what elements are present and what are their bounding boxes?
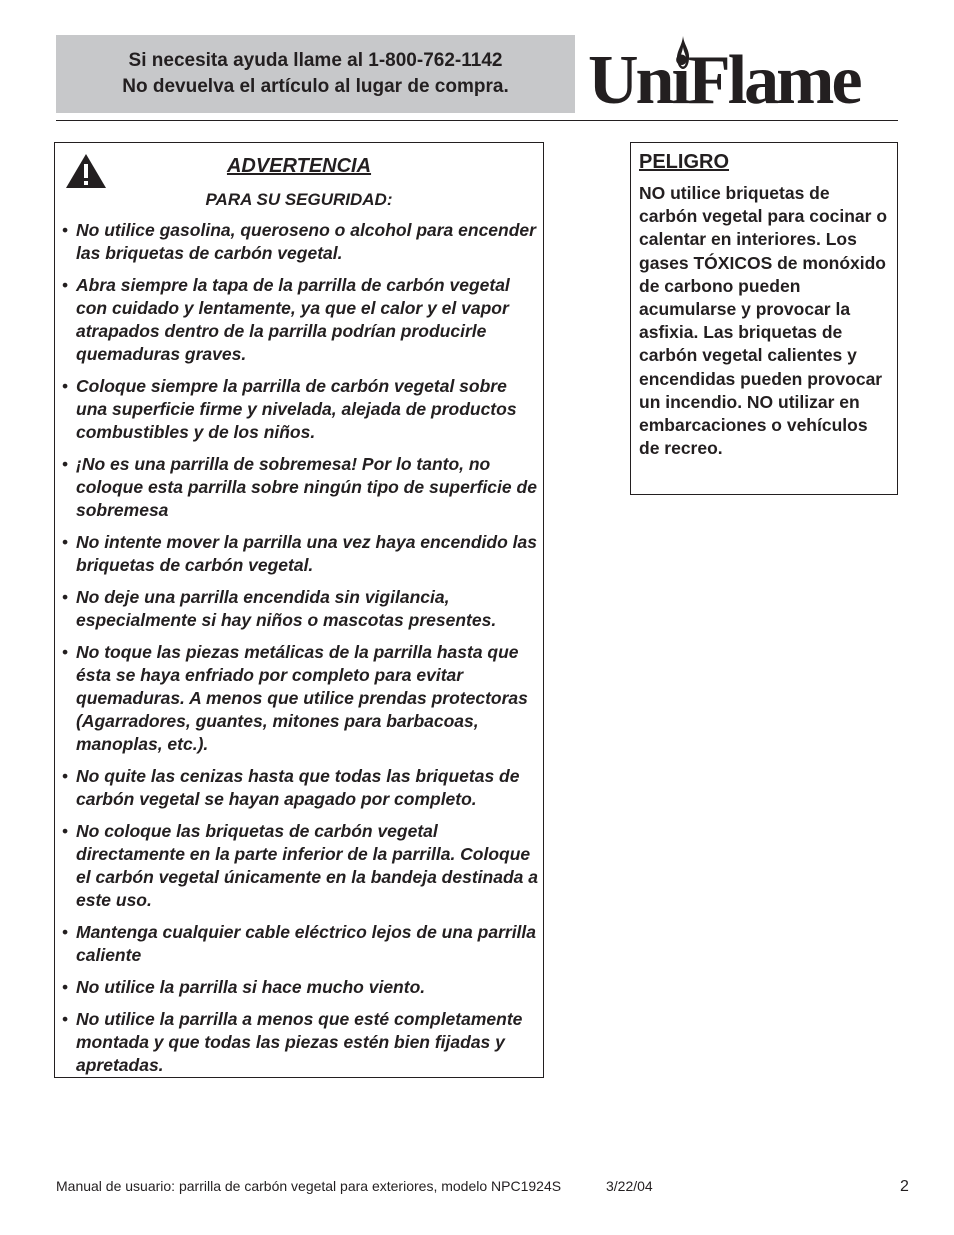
list-item: • Abra siempre la tapa de la parrilla de carbón vegetal con cuidado y lentamente, ya que el calor y el vapor atrapados dentro de la parrilla podrían producirle quemaduras graves.	[62, 275, 510, 364]
logo-wordmark: UniFlame	[588, 42, 860, 119]
warning-item-text: Coloque siempre la parrilla de carbón vegetal sobre una superficie firme y nivelada, alejada de productos combustibles y de los niños.	[76, 376, 517, 442]
footer-date: 3/22/04	[606, 1178, 653, 1194]
warning-item-text: Abra siempre la tapa de la parrilla de carbón vegetal con cuidado y lentamente, ya que el calor y el vapor atrapados dentro de la parrilla podrían producirle quemaduras graves.	[76, 275, 510, 364]
list-item: • No deje una parrilla encendida sin vigilancia, especialmente si hay niños o mascotas presentes.	[62, 587, 497, 630]
help-phone-line: Si necesita ayuda llame al 1-800-762-1142	[128, 50, 503, 71]
list-item: • No coloque las briquetas de carbón vegetal directamente en la parte inferior de la parrilla. Coloque el carbón vegetal únicamente en la bandeja destinada a este uso.	[62, 821, 538, 910]
help-banner	[56, 35, 575, 113]
danger-box	[630, 142, 898, 495]
warning-list	[62, 219, 542, 1086]
warning-item-text: No intente mover la parrilla una vez haya encendido las briquetas de carbón vegetal.	[76, 532, 537, 575]
warning-item-text: Mantenga cualquier cable eléctrico lejos de una parrilla caliente	[76, 922, 537, 965]
uniflame-logo	[588, 36, 900, 119]
warning-item-text: No utilice gasolina, queroseno o alcohol para encender las briquetas de carbón vegetal.	[76, 220, 536, 263]
warning-title: ADVERTENCIA	[226, 155, 372, 177]
return-notice-line: No devuelva el artículo al lugar de compra.	[122, 76, 509, 97]
list-item: • ¡No es una parrilla de sobremesa! Por lo tanto, no coloque esta parrilla sobre ningún tipo de superficie de sobremesa	[62, 454, 537, 520]
list-item: • No utilice la parrilla a menos que esté completamente montada y que todas las piezas estén bien fijadas y apretadas.	[62, 1009, 523, 1075]
warning-item-text: No utilice la parrilla a menos que esté completamente montada y que todas las piezas estén bien fijadas y apretadas.	[76, 1009, 523, 1075]
warning-item-text: No coloque las briquetas de carbón vegetal directamente en la parte inferior de la parrilla. Coloque el carbón vegetal únicamente en la bandeja destinada a este uso.	[76, 821, 538, 910]
warning-subtitle: PARA SU SEGURIDAD:	[205, 190, 393, 209]
warning-item-text: ¡No es una parrilla de sobremesa! Por lo tanto, no coloque esta parrilla sobre ningún tipo de superficie de sobremesa	[76, 454, 537, 520]
warning-item-text: No quite las cenizas hasta que todas las briquetas de carbón vegetal se hayan apagado por completo.	[76, 766, 520, 809]
warning-item-text: No utilice la parrilla si hace mucho viento.	[76, 977, 426, 997]
warning-item-text: No toque las piezas metálicas de la parrilla hasta que ésta se haya enfriado por completo para evitar quemaduras. A menos que utilice prendas protectoras (Agarradores, guantes, mitones para barbacoas, manoplas, etc.).	[76, 642, 528, 754]
header-divider	[56, 120, 898, 121]
list-item: • Coloque siempre la parrilla de carbón vegetal sobre una superficie firme y nivelada, alejada de productos combustibles y de los niños.	[62, 376, 517, 442]
danger-title: PELIGRO	[639, 151, 730, 173]
list-item: • No utilice la parrilla si hace mucho viento.	[62, 977, 426, 997]
list-item: • No toque las piezas metálicas de la parrilla hasta que ésta se haya enfriado por completo para evitar quemaduras. A menos que utilice prendas protectoras (Agarradores, guantes, mitones para barbacoas, manoplas, etc.).	[62, 642, 528, 754]
list-item: • No utilice gasolina, queroseno o alcohol para encender las briquetas de carbón vegetal.	[62, 220, 536, 263]
warning-item-text: No deje una parrilla encendida sin vigilancia, especialmente si hay niños o mascotas presentes.	[76, 587, 497, 630]
page-number: 2	[900, 1178, 909, 1195]
warning-box	[54, 142, 544, 1078]
list-item: • No quite las cenizas hasta que todas las briquetas de carbón vegetal se hayan apagado por completo.	[62, 766, 520, 809]
danger-text: NO utilice briquetas de carbón vegetal para cocinar o calentar en interiores. Los gases TÓXICOS de monóxido de carbono pueden acumularse y provocar la asfixia. Las briquetas de carbón vegetal calientes y encendidas pueden provocar un incendio. NO utilizar en embarcaciones o vehículos de recreo.	[639, 183, 888, 459]
list-item: • Mantenga cualquier cable eléctrico lejos de una parrilla caliente	[62, 922, 537, 965]
footer-manual-title: Manual de usuario: parrilla de carbón vegetal para exteriores, modelo NPC1924S	[56, 1178, 562, 1194]
list-item: • No intente mover la parrilla una vez haya encendido las briquetas de carbón vegetal.	[62, 532, 537, 575]
